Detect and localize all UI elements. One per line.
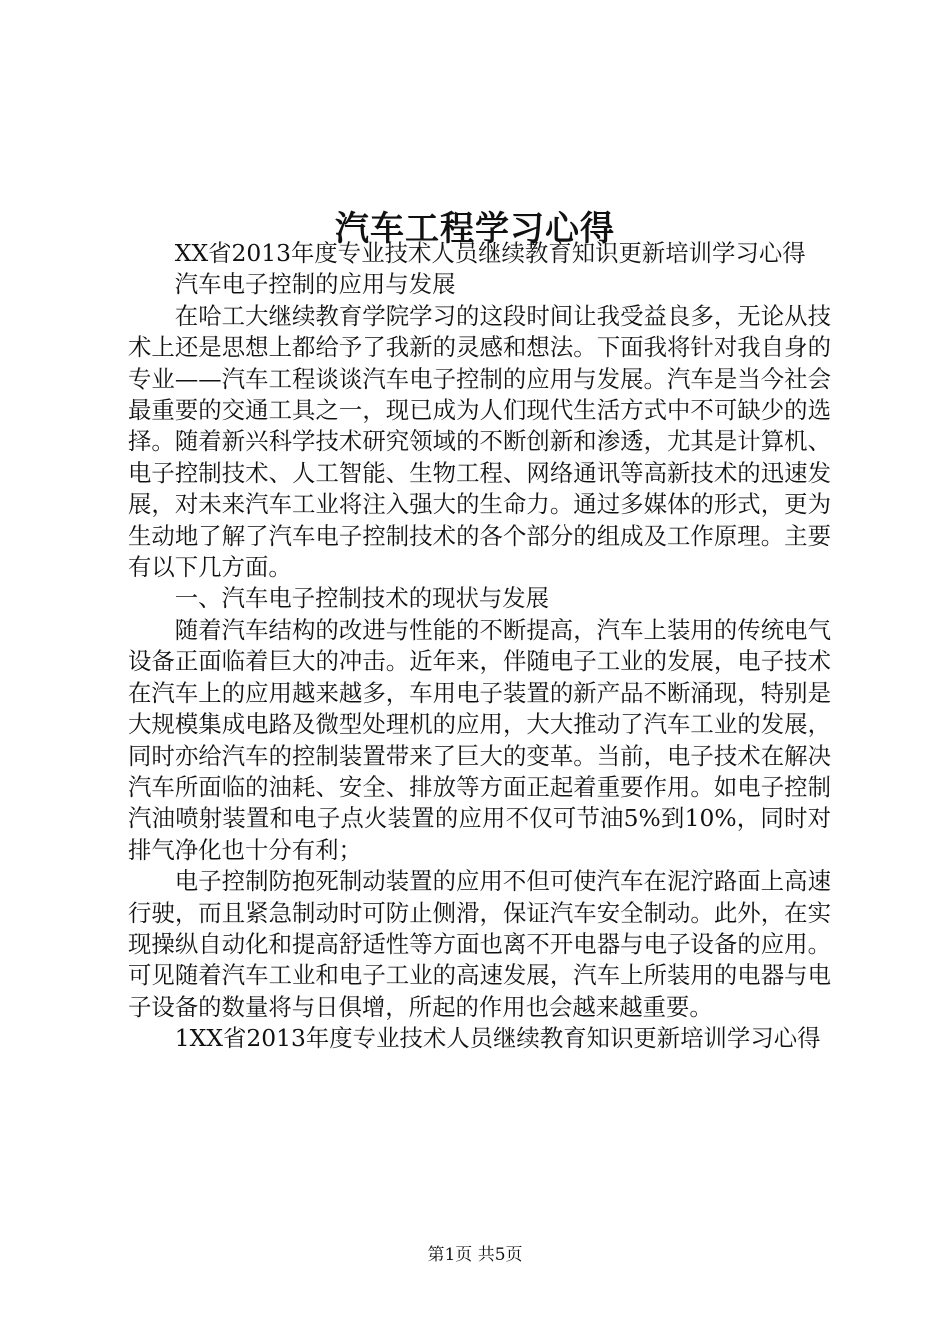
document-title: 汽车工程学习心得 bbox=[335, 208, 615, 249]
paragraph-subtitle: 汽车电子控制的应用与发展 bbox=[174, 270, 456, 299]
paragraph-intro: 在哈工大继续教育学院学习的这段时间让我受益良多，无论从技术上还是思想上都给予了我新的灵感和想法。下面我将针对我自身的专业——汽车工程谈谈汽车电子控制的应用与发展。汽车是当今社会最重要的交通工具之一，现已成为人们现代生活方式中不可缺少的选择。随着新兴科学技术研究领域的不断创新和渗透，尤其是计算机、电子控制技术、人工智能、生物工程、网络通讯等高新技术的迅速发展，对未来汽车工业将注入强大的生命力。通过多媒体的形式，更为生动地了解了汽车电子控制技术的各个部分的组成及工作原理。主要有以下几方面。 bbox=[128, 301, 831, 582]
page-number: 第1页 共5页 bbox=[427, 1245, 523, 1265]
paragraph-section-1: 随着汽车结构的改进与性能的不断提高，汽车上装用的传统电气设备正面临着巨大的冲击。近年来，伴随电子工业的发展，电子技术在汽车上的应用越来越多，车用电子装置的新产品不断涌现，特别是大规模集成电路及微型处理机的应用，大大推动了汽车工业的发展，同时亦给汽车的控制装置带来了巨大的变革。当前，电子技术在解决汽车所面临的油耗、安全、排放等方面正起着重要作用。如电子控制汽油喷射装置和电子点火装置的应用不仅可节油5%到10%，同时对排气净化也十分有利； bbox=[128, 615, 831, 864]
paragraph-heading-line: XX省2013年度专业技术人员继续教育知识更新培训学习心得 bbox=[174, 239, 806, 267]
document-body bbox=[128, 238, 831, 1055]
paragraph-section-1-cont: 电子控制防抱死制动装置的应用不但可使汽车在泥泞路面上高速行驶，而且紧急制动时可防止侧滑，保证汽车安全制动。此外，在实现操纵自动化和提高舒适性等方面也离不开电器与电子设备的应用。可见随着汽车工业和电子工业的高速发展，汽车上所装用的电器与电子设备的数量将与日俱增，所起的作用也会越来越重要。 bbox=[128, 867, 831, 1021]
paragraph-repeated-heading: 1XX省2013年度专业技术人员继续教育知识更新培训学习心得 bbox=[174, 1024, 821, 1053]
section-heading-1: 一、汽车电子控制技术的现状与发展 bbox=[174, 584, 550, 613]
